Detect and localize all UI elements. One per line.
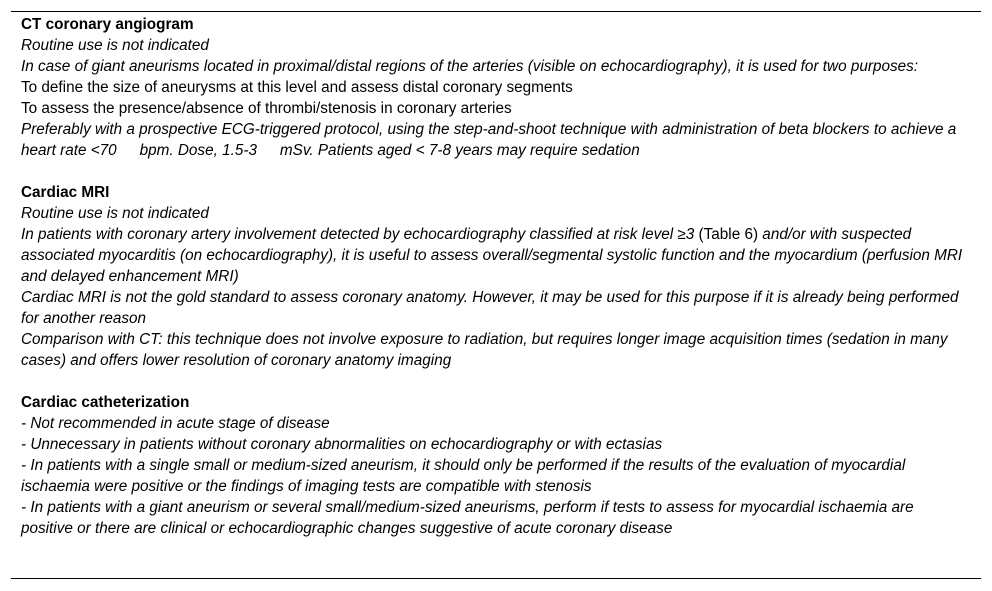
section-line: In case of giant aneurisms located in proximal/distal regions of the arteries (visible on echocardiography), it is used for two purposes: [21, 58, 919, 75]
section-heading: Cardiac catheterization [21, 394, 190, 411]
section-line: - Unnecessary in patients without coronary abnormalities on echocardiography or with ectasias [21, 436, 663, 453]
table-reference: (Table 6) [698, 226, 759, 243]
line-part: In patients with coronary artery involvement detected by echocardiography classified at risk level ≥3 [21, 226, 699, 243]
table-content [21, 14, 966, 539]
section-spacer [21, 161, 966, 182]
section-line [21, 224, 966, 287]
section-line: Routine use is not indicated [21, 37, 209, 54]
section-line: Preferably with a prospective ECG-triggered protocol, using the step-and-shoot technique with administration of beta blockers to achieve a heart rate <70 bpm. Dose, 1.5-3 mSv. Patients aged < 7-8 years may require sedation [21, 121, 957, 159]
section-line: Cardiac MRI is not the gold standard to assess coronary anatomy. However, it may be used for this purpose if it is already being performed for another reason [21, 289, 959, 327]
line-part: and/or with suspected associated myocarditis (on echocardiography), it is useful to assess overall/segmental systolic function and the myocardium (perfusion MRI and delayed enhancement MRI) [21, 226, 963, 285]
section-spacer [21, 371, 966, 392]
section-line: - In patients with a single small or medium-sized aneurism, it should only be performed if the results of the evaluation of myocardial ischaemia were positive or the findings of imaging tests are compatible with stenosis [21, 457, 906, 495]
imaging-recommendations-table [11, 11, 981, 579]
section-ct-coronary-angiogram [21, 14, 966, 161]
section-line: Comparison with CT: this technique does not involve exposure to radiation, but requires longer image acquisition times (sedation in many cases) and offers lower resolution of coronary anatomy imaging [21, 331, 948, 369]
section-heading: Cardiac MRI [21, 184, 110, 201]
section-cardiac-catheterization [21, 392, 966, 539]
section-line: To assess the presence/absence of thrombi/stenosis in coronary arteries [21, 100, 512, 117]
section-line: To define the size of aneurysms at this level and assess distal coronary segments [21, 79, 573, 96]
section-heading: CT coronary angiogram [21, 16, 194, 33]
section-cardiac-mri [21, 182, 966, 371]
section-line: - In patients with a giant aneurism or several small/medium-sized aneurisms, perform if tests to assess for myocardial ischaemia are positive or there are clinical or echocardiographic changes suggestive of acute coronary disease [21, 499, 914, 537]
section-line: - Not recommended in acute stage of disease [21, 415, 330, 432]
section-line: Routine use is not indicated [21, 205, 209, 222]
